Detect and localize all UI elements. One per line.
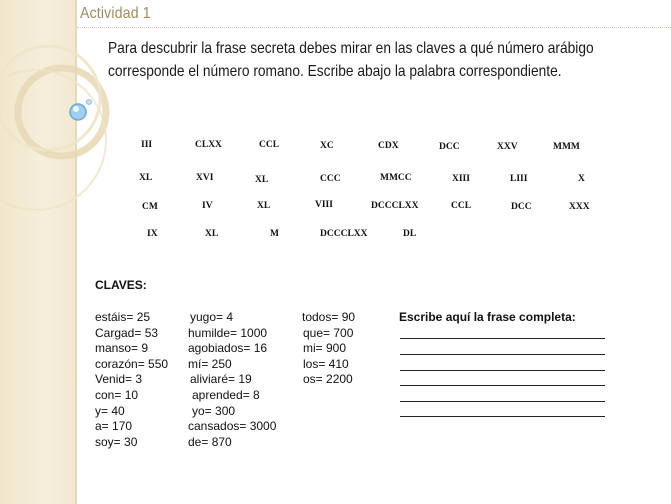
answer-line[interactable] (400, 416, 605, 417)
numeral: DCCCLXX (371, 201, 419, 211)
numeral: XL (257, 201, 271, 211)
clave-entry: Cargad= 53 (95, 326, 159, 340)
instructions-line-2: corresponde el número romano. Escribe abajo la palabra correspondiente. (108, 63, 562, 80)
title-divider (77, 27, 671, 28)
small-bubble-icon (87, 100, 92, 105)
numeral: DCCCLXX (320, 229, 368, 239)
clave-entry: los= 410 (303, 357, 349, 371)
numeral: CCL (259, 140, 280, 150)
clave-entry: soy= 30 (95, 435, 138, 449)
activity-title: Actividad 1 (80, 5, 151, 22)
numeral: DL (403, 229, 417, 239)
clave-entry: aliviaré= 19 (190, 372, 252, 386)
numeral: X (578, 174, 585, 184)
clave-entry: que= 700 (303, 326, 354, 340)
numeral: CCL (451, 201, 472, 211)
numeral: LIII (510, 174, 528, 184)
numeral: CCC (320, 174, 341, 184)
answer-line[interactable] (400, 354, 605, 355)
numeral: M (270, 229, 279, 239)
answer-line[interactable] (400, 385, 605, 386)
clave-entry: Venid= 3 (95, 372, 143, 386)
numeral: IV (202, 201, 213, 211)
numeral: XC (320, 141, 334, 151)
numeral: XVI (196, 173, 214, 183)
answer-line[interactable] (400, 370, 605, 371)
clave-entry: aprended= 8 (192, 388, 260, 402)
answer-heading: Escribe aquí la frase completa: (399, 310, 576, 324)
clave-entry: yugo= 4 (190, 310, 234, 324)
numeral: DCC (511, 202, 532, 212)
clave-entry: todos= 90 (302, 310, 356, 324)
numeral: XL (255, 175, 269, 185)
numeral: XL (205, 229, 219, 239)
numeral: XXV (497, 142, 518, 152)
clave-entry: cansados= 3000 (188, 419, 277, 433)
answer-line[interactable] (400, 338, 605, 339)
clave-entry: mi= 900 (303, 341, 347, 355)
answer-line[interactable] (400, 401, 605, 402)
clave-entry: con= 10 (95, 388, 139, 402)
bubble-icon (70, 104, 86, 120)
clave-entry: estáis= 25 (95, 310, 151, 324)
claves-heading: CLAVES: (95, 278, 147, 292)
numeral: DCC (439, 142, 460, 152)
clave-entry: yo= 300 (192, 404, 236, 418)
clave-entry: agobiados= 16 (188, 341, 268, 355)
instructions-line-1: Para descubrir la frase secreta debes mirar en las claves a qué número arábigo (108, 40, 594, 57)
numeral: IX (147, 229, 158, 239)
numeral: MMCC (380, 173, 412, 183)
numeral: VIII (315, 200, 333, 210)
numeral: CM (142, 202, 158, 212)
clave-entry: humilde= 1000 (188, 326, 268, 340)
clave-entry: a= 170 (95, 419, 133, 433)
numeral: MMM (553, 142, 580, 152)
instructions (108, 37, 594, 83)
numeral: XL (139, 173, 153, 183)
numeral: III (141, 140, 153, 150)
numeral: CLXX (195, 140, 222, 150)
numeral: CDX (378, 141, 399, 151)
clave-entry: mí= 250 (188, 357, 232, 371)
clave-entry: corazón= 550 (95, 357, 169, 371)
clave-entry: de= 870 (188, 435, 232, 449)
clave-entry: y= 40 (95, 404, 125, 418)
clave-entry: manso= 9 (95, 341, 149, 355)
numeral: XIII (452, 174, 470, 184)
numeral: XXX (569, 202, 590, 212)
clave-entry: os= 2200 (303, 372, 353, 386)
decorative-rings (0, 0, 120, 220)
